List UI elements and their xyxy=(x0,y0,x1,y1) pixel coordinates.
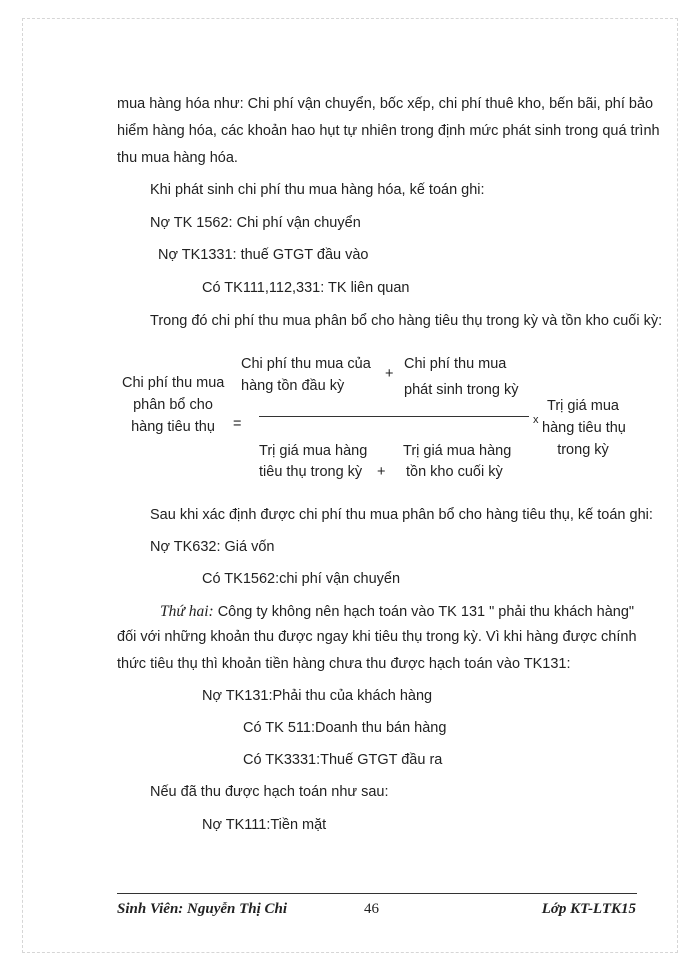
numerator-term-b: Chi phí thu mua xyxy=(404,356,507,372)
denominator-term-b: Trị giá mua hàng xyxy=(403,443,512,459)
denominator-term-b: tồn kho cuối kỳ xyxy=(406,464,503,480)
paragraph: Sau khi xác định được chi phí thu mua phân bổ cho hàng tiêu thụ, kế toán ghi: xyxy=(150,507,653,523)
formula-lhs-line: phân bổ cho xyxy=(133,397,213,413)
numerator-term-a: hàng tồn đầu kỳ xyxy=(241,378,345,394)
footer-student: Sinh Viên: Nguyễn Thị Chi xyxy=(117,901,288,917)
formula-rhs-line: Trị giá mua xyxy=(547,398,619,414)
paragraph-line xyxy=(160,603,634,621)
paragraph: Trong đó chi phí thu mua phân bổ cho hàng tiêu thụ trong kỳ và tồn kho cuối kỳ: xyxy=(150,313,663,329)
journal-debit-line: Nợ TK111:Tiền mặt xyxy=(202,817,327,833)
numerator-term-a: Chi phí thu mua của xyxy=(241,356,371,372)
journal-credit-line: Có TK 511:Doanh thu bán hàng xyxy=(243,720,447,736)
journal-debit-line: Nợ TK131:Phải thu của khách hàng xyxy=(202,688,433,704)
paragraph: Khi phát sinh chi phí thu mua hàng hóa, kế toán ghi: xyxy=(150,182,485,198)
formula-lhs-line: Chi phí thu mua xyxy=(122,375,225,391)
formula-times: x xyxy=(533,414,539,426)
paragraph-line: thu mua hàng hóa. xyxy=(117,150,238,166)
numerator-plus: + xyxy=(385,366,394,382)
paragraph-line: mua hàng hóa như: Chi phí vận chuyển, bốc xếp, chi phí thuê kho, bến bãi, phí bảo xyxy=(117,96,654,112)
fraction-bar xyxy=(259,416,529,417)
journal-credit-line: Có TK111,112,331: TK liên quan xyxy=(202,280,410,296)
paragraph: Nếu đã thu được hạch toán như sau: xyxy=(150,784,389,800)
formula-equals: = xyxy=(233,416,242,432)
paragraph-line: hiểm hàng hóa, các khoản hao hụt tự nhiên trong định mức phát sinh trong quá trình xyxy=(117,123,660,139)
journal-debit-line: Nợ TK1331: thuế GTGT đầu vào xyxy=(158,247,369,263)
journal-debit-line: Nợ TK 1562: Chi phí vận chuyển xyxy=(150,215,361,231)
formula-rhs-line: hàng tiêu thụ xyxy=(542,420,626,436)
footer-rule xyxy=(117,893,637,894)
page-number: 46 xyxy=(364,901,379,917)
journal-credit-line: Có TK1562:chi phí vận chuyển xyxy=(202,571,401,587)
journal-debit-line: Nợ TK632: Giá vốn xyxy=(150,539,275,555)
journal-credit-line: Có TK3331:Thuế GTGT đầu ra xyxy=(243,752,443,768)
denominator-plus: + xyxy=(377,464,386,480)
section-label: Thứ hai: xyxy=(160,603,214,620)
paragraph-text: Công ty không nên hạch toán vào TK 131 " phải thu khách hàng" xyxy=(213,604,635,620)
footer-class: Lớp KT-LTK15 xyxy=(541,901,636,917)
denominator-term-a: tiêu thụ trong kỳ xyxy=(259,464,363,480)
denominator-term-a: Trị giá mua hàng xyxy=(259,443,368,459)
formula-rhs-line: trong kỳ xyxy=(557,442,609,458)
paragraph-line: đối với những khoản thu được ngay khi tiêu thụ trong kỳ. Vì khi hàng được chính xyxy=(117,629,637,645)
formula-lhs-line: hàng tiêu thụ xyxy=(131,419,215,435)
paragraph-line: thức tiêu thụ thì khoản tiền hàng chưa thu được hạch toán vào TK131: xyxy=(117,656,571,672)
numerator-term-b: phát sinh trong kỳ xyxy=(404,382,519,398)
